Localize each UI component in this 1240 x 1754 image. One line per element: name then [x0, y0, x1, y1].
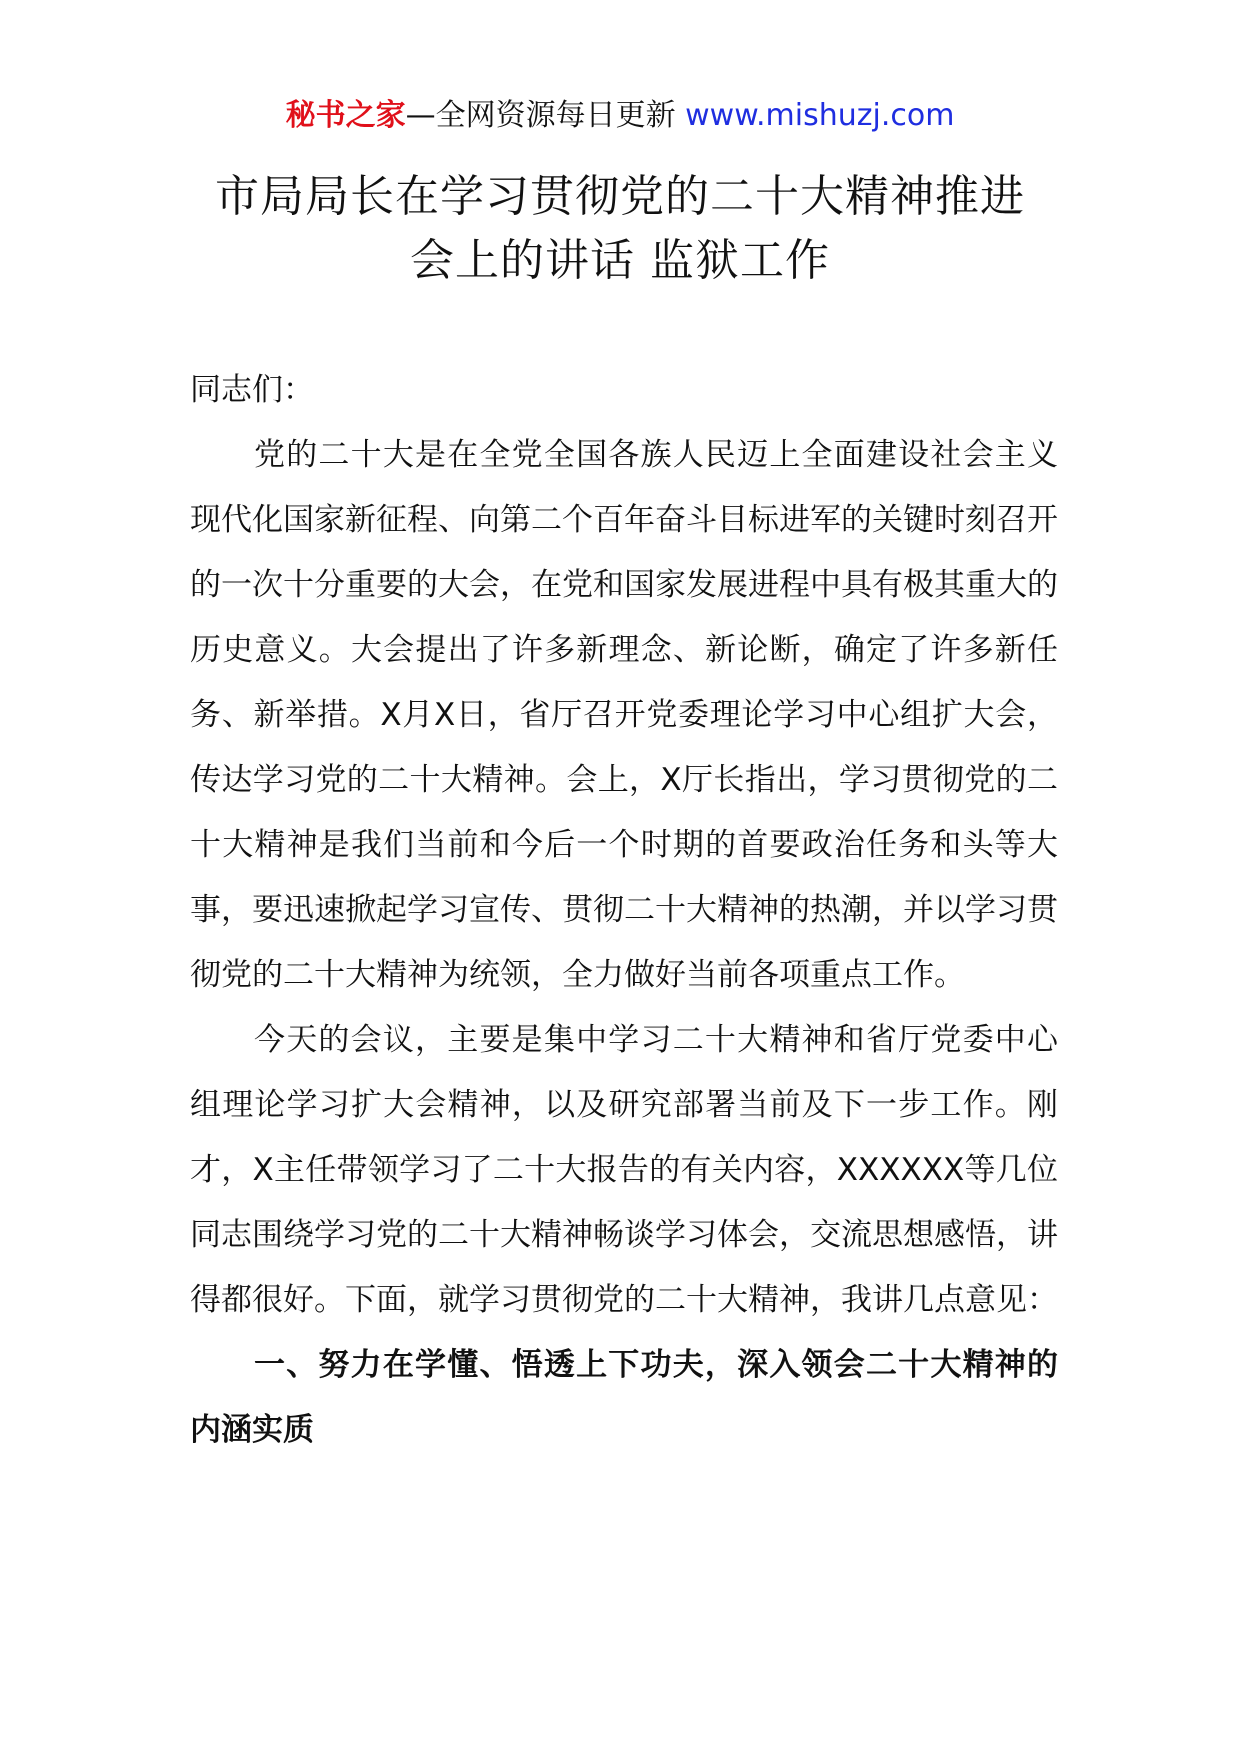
header-slogan: —全网资源每日更新	[405, 98, 676, 133]
watermark-header	[0, 96, 1240, 136]
paragraph-1: 党的二十大是在全党全国各族人民迈上全面建设社会主义现代化国家新征程、向第二个百年奋斗目标进军的关键时刻召开的一次十分重要的大会，在党和国家发展进程中具有极其重大的历史意义。大会提出了许多新理念、新论断，确定了许多新任务、新举措。X月X日，省厅召开党委理论学习中心组扩大会，传达学习党的二十大精神。会上，X厅长指出，学习贯彻党的二十大精神是我们当前和今后一个时期的首要政治任务和头等大事，要迅速掀起学习宣传、贯彻二十大精神的热潮，并以学习贯彻党的二十大精神为统领，全力做好当前各项重点工作。	[190, 437, 1058, 993]
document-title	[190, 165, 1050, 293]
brand-name: 秘书之家	[285, 98, 406, 133]
paragraph-2: 今天的会议，主要是集中学习二十大精神和省厅党委中心组理论学习扩大会精神，以及研究部署当前及下一步工作。刚才，X主任带领学习了二十大报告的有关内容，XXXXXX等几位同志围绕学习党的二十大精神畅谈学习体会，交流思想感悟，讲得都很好。下面，就学习贯彻党的二十大精神，我讲几点意见：	[190, 1022, 1058, 1318]
site-link[interactable]: www.mishuzj.com	[685, 98, 955, 133]
document-body	[190, 358, 1058, 1463]
title-line-1: 市局局长在学习贯彻党的二十大精神推进	[215, 171, 1025, 222]
section-heading-1: 一、努力在学懂、悟透上下功夫，深入领会二十大精神的内涵实质	[190, 1347, 1058, 1448]
salutation: 同志们：	[190, 372, 314, 408]
title-line-2: 会上的讲话 监狱工作	[410, 235, 830, 286]
